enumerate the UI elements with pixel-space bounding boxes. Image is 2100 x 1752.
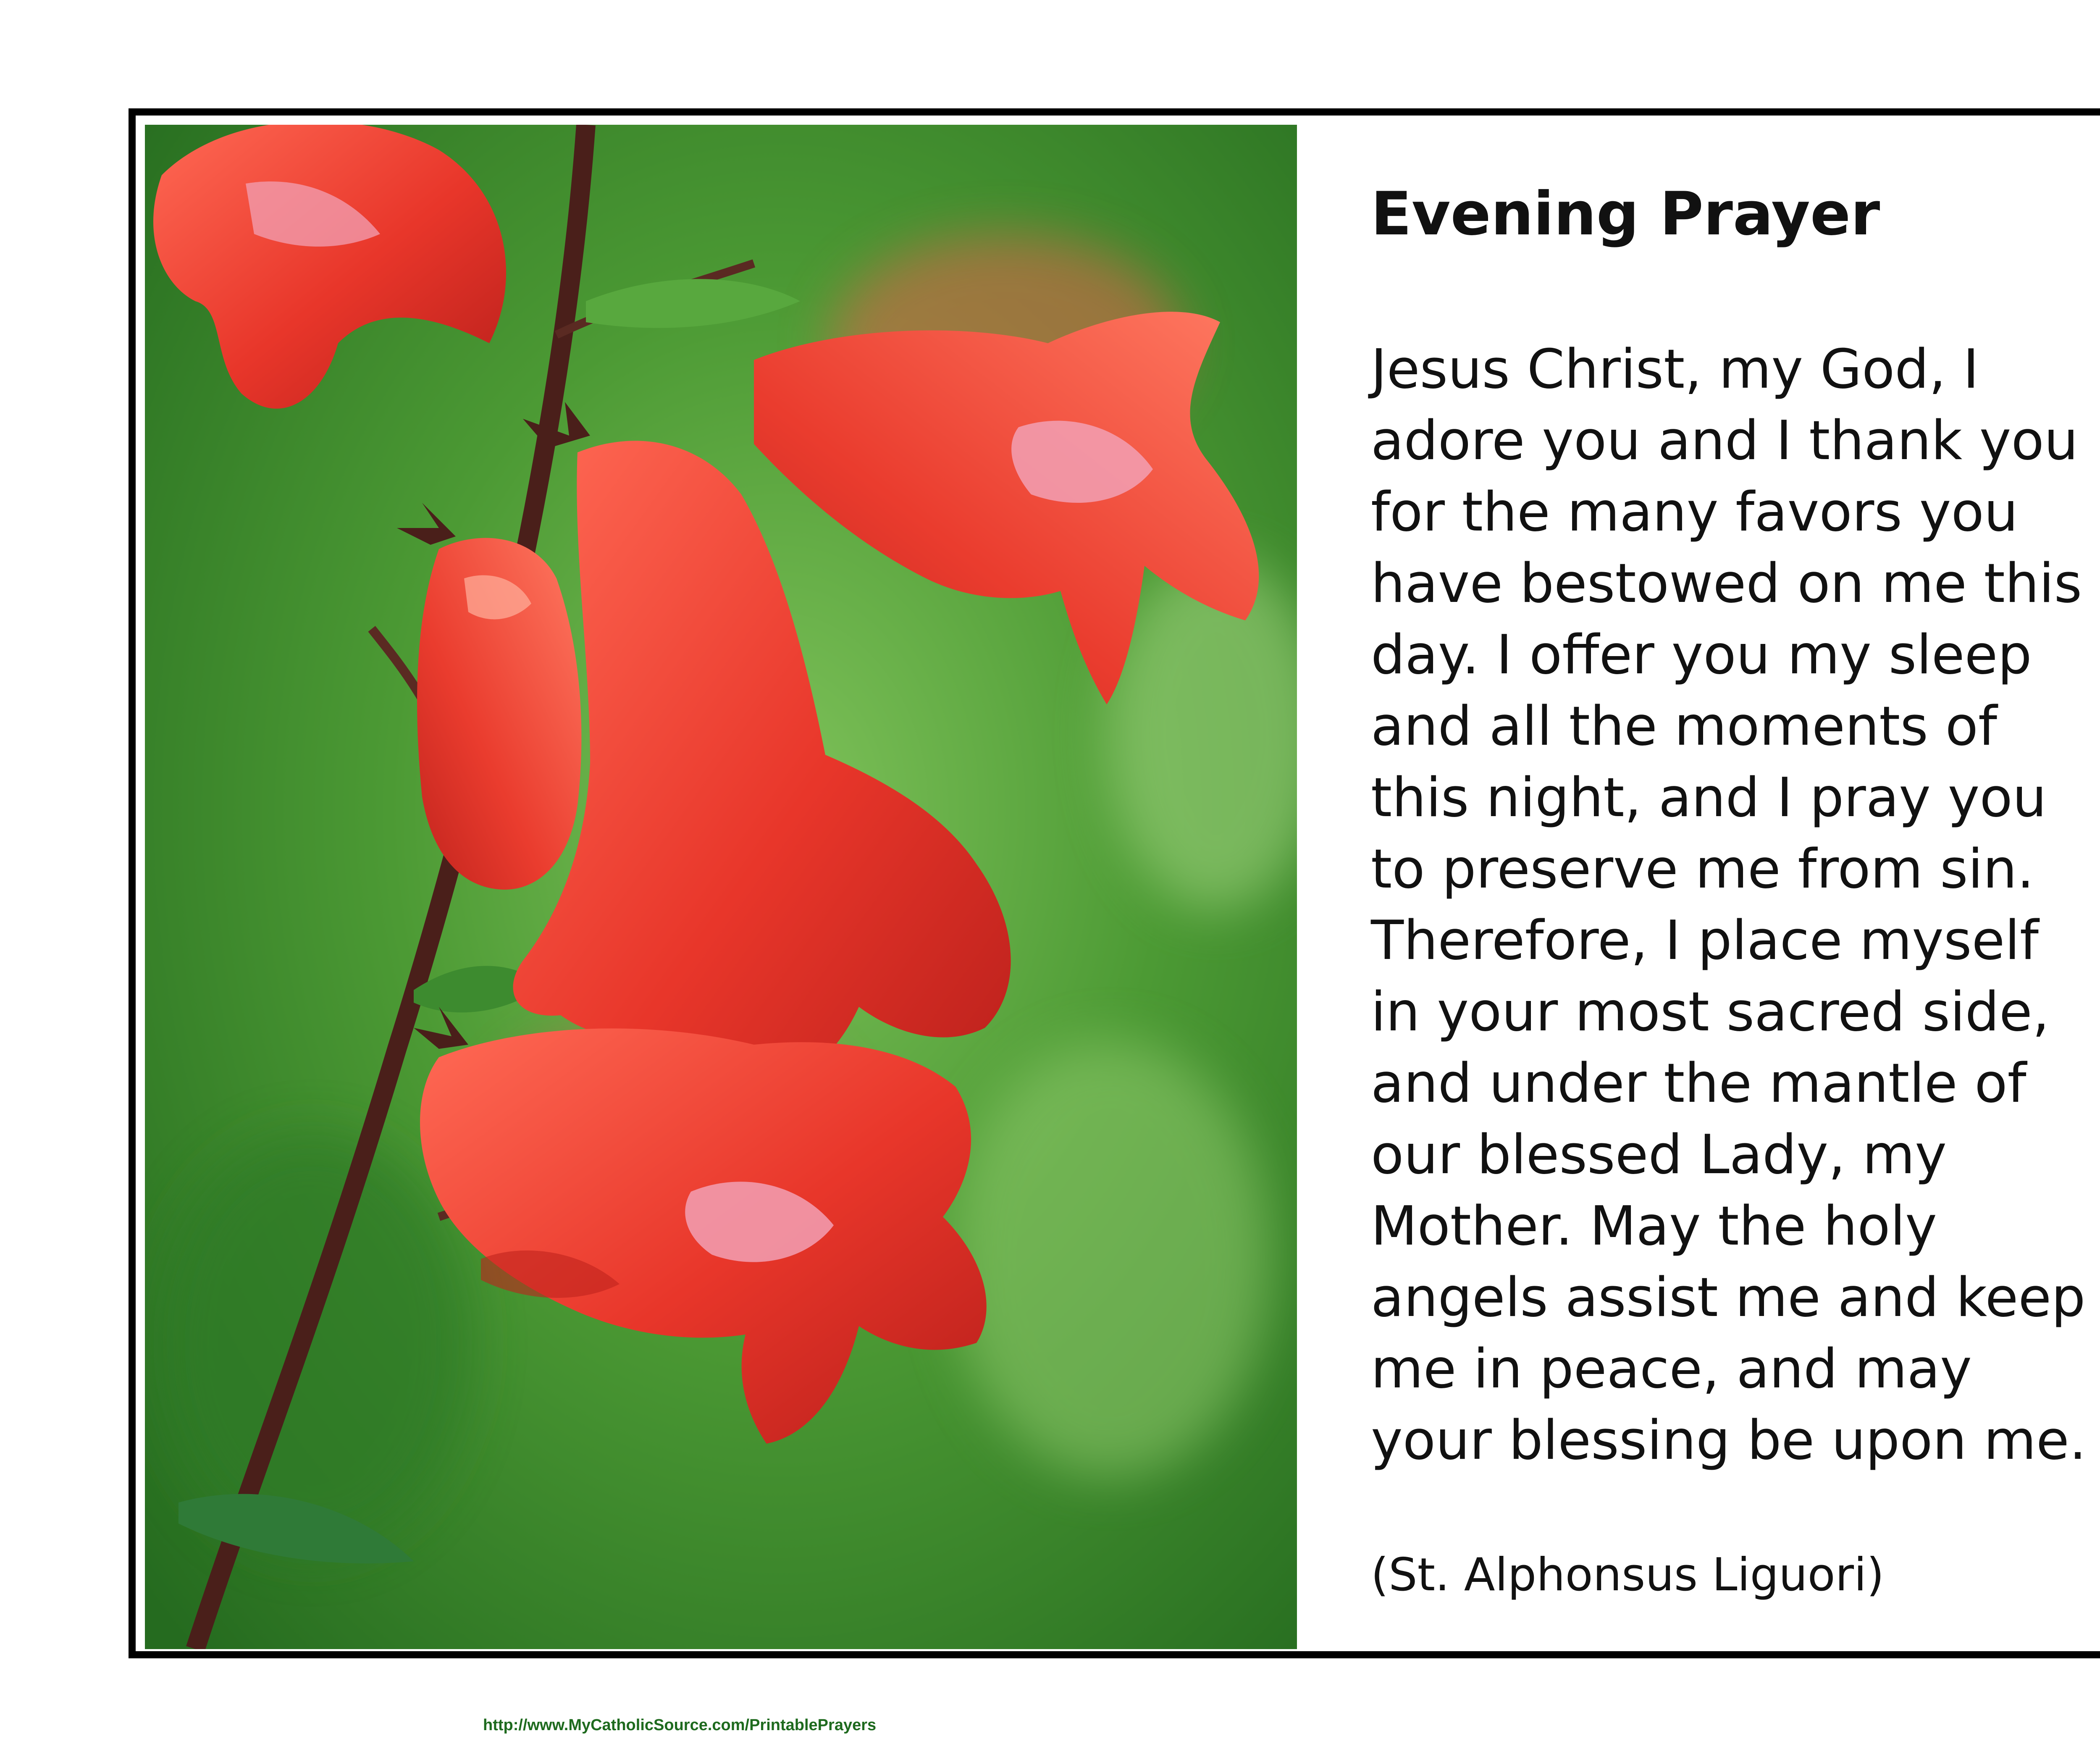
prayer-text-panel bbox=[1371, 116, 2100, 1651]
prayer-line: day. I offer you my sleep bbox=[1371, 624, 2032, 686]
flower-photo bbox=[145, 125, 1297, 1649]
prayer-line: have bestowed on me this bbox=[1371, 552, 2082, 615]
prayer-line: and under the mantle of bbox=[1371, 1052, 2026, 1115]
prayer-line: to preserve me from sin. bbox=[1371, 838, 2034, 901]
prayer-card bbox=[129, 108, 2100, 1658]
prayer-body bbox=[1371, 334, 2100, 1476]
prayer-line: adore you and I thank you bbox=[1371, 410, 2078, 472]
prayer-line: me in peace, and may bbox=[1371, 1338, 1972, 1400]
prayer-line: for the many favors you bbox=[1371, 481, 2018, 544]
prayer-line: angels assist me and keep bbox=[1371, 1266, 2086, 1329]
prayer-line: our blessed Lady, my bbox=[1371, 1124, 1947, 1186]
prayer-line: and all the moments of bbox=[1371, 695, 1997, 758]
red-flowers-illustration bbox=[145, 125, 1297, 1649]
prayer-line: in your most sacred side, bbox=[1371, 981, 2050, 1043]
prayer-line: Therefore, I place myself bbox=[1371, 909, 2039, 972]
prayer-title: Evening Prayer bbox=[1371, 179, 1880, 249]
prayer-line: Jesus Christ, my God, I bbox=[1371, 338, 1979, 401]
prayer-line: Mother. May the holy bbox=[1371, 1195, 1937, 1258]
prayer-line: this night, and I pray you bbox=[1371, 767, 2047, 829]
prayer-attribution: (St. Alphonsus Liguori) bbox=[1371, 1549, 1885, 1601]
source-url-link[interactable]: http://www.MyCatholicSource.com/PrintablePrayers bbox=[483, 1716, 877, 1734]
prayer-line: your blessing be upon me. bbox=[1371, 1409, 2087, 1472]
